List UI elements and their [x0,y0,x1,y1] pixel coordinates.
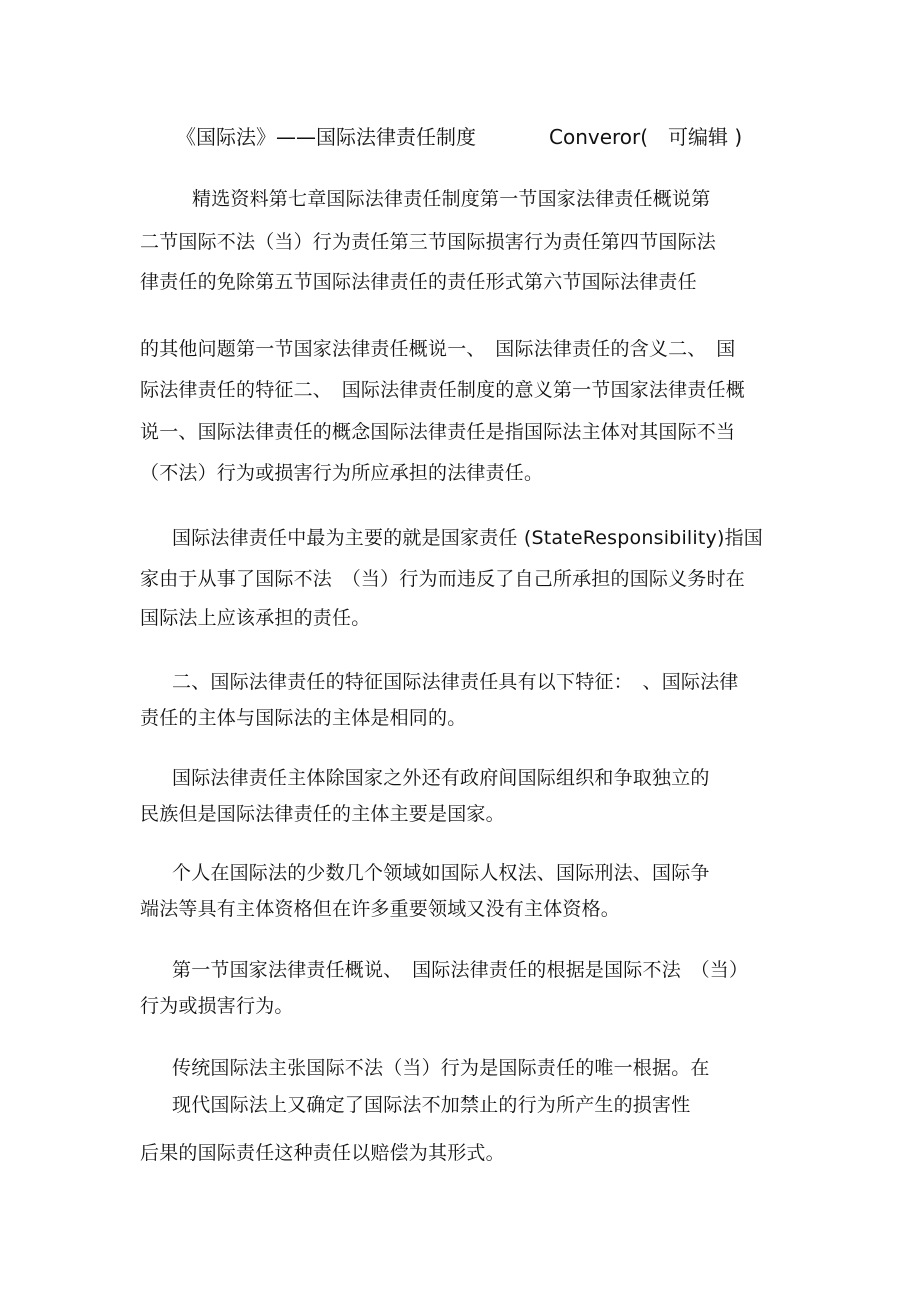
body-line: 律责任的免除第五节国际法律责任的责任形式第六节国际法律责任 [140,271,697,293]
body-line: 国际法上应该承担的责任。 [140,607,371,629]
body-line: 的其他问题第一节国家法律责任概说一、 国际法律责任的含义二、 国 [140,338,736,360]
body-line: 民族但是国际法律责任的主体主要是国家。 [140,803,505,825]
body-line: 第一节国家法律责任概说、 国际法律责任的根据是国际不法 （当） [172,959,749,981]
body-line: 国际法律责任主体除国家之外还有政府间国际组织和争取独立的 [172,767,710,789]
body-line: 二、国际法律责任的特征国际法律责任具有以下特征： 、国际法律 [172,671,739,693]
body-line: 行为或损害行为。 [140,995,294,1017]
body-line: 个人在国际法的少数几个领域如国际人权法、国际刑法、国际争 [172,862,710,884]
title-text: 《国际法》——国际法律责任制度 [176,125,476,149]
body-line: 际法律责任的特征二、 国际法律责任制度的意义第一节国家法律责任概 [140,379,745,401]
body-line: 说一、国际法律责任的概念国际法律责任是指国际法主体对其国际不当 [140,421,736,443]
body-line: 现代国际法上又确定了国际法不加禁止的行为所产生的损害性 [172,1094,691,1116]
body-line: 后果的国际责任这种责任以赔偿为其形式。 [140,1142,505,1164]
body-line: 传统国际法主张国际不法（当）行为是国际责任的唯一根据。在 [172,1057,710,1079]
body-line: 二节国际不法（当）行为责任第三节国际损害行为责任第四节国际法 [140,231,717,253]
body-line: 责任的主体与国际法的主体是相同的。 [140,707,467,729]
body-line: 端法等具有主体资格但在许多重要领域又没有主体资格。 [140,898,621,920]
title-suffix: Converor( 可编辑 ) [549,125,743,149]
document-title [176,124,743,150]
body-line: 家由于从事了国际不法 （当）行为而违反了自己所承担的国际义务时在 [140,568,745,590]
body-line: 国际法律责任中最为主要的就是国家责任 (StateResponsibility)指国 [172,527,763,549]
body-line: 精选资料第七章国际法律责任制度第一节国家法律责任概说第 [192,188,711,210]
body-line: （不法）行为或损害行为所应承担的法律责任。 [140,462,544,484]
